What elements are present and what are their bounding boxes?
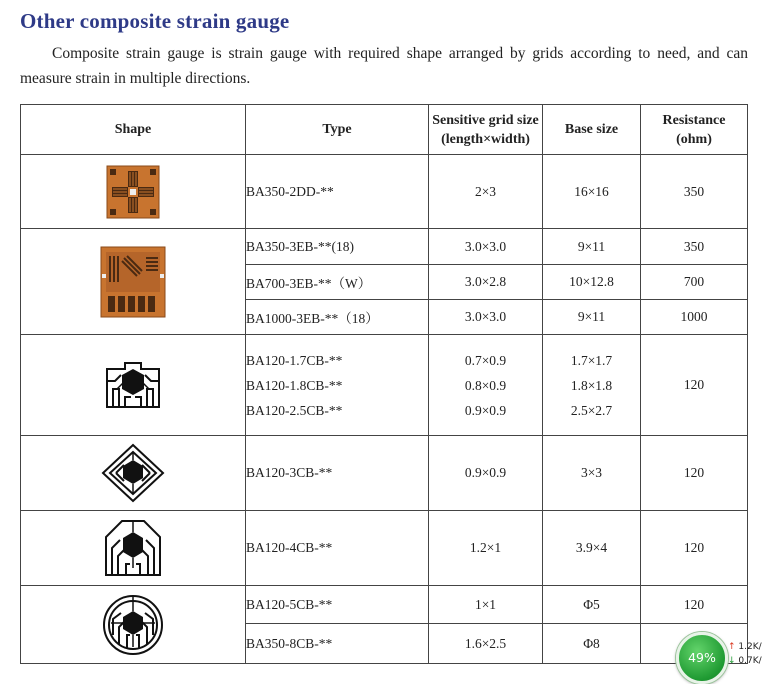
- grid-line: 0.7×0.9: [464, 352, 507, 368]
- resistance-cell: 120: [641, 511, 748, 586]
- type-cell: BA700-3EB-**（W）: [246, 265, 429, 300]
- table-row: [21, 586, 748, 624]
- upload-arrow-icon: ↑: [728, 642, 736, 652]
- cb-square-gauge-image: [103, 359, 163, 411]
- rosette-2dd-gauge-image: [106, 165, 160, 219]
- header-base-size: Base size: [543, 105, 641, 155]
- page-title: Other composite strain gauge: [20, 9, 290, 33]
- cb-octagon-gauge-image: [102, 518, 164, 578]
- header-grid-size: [429, 105, 543, 155]
- grid-size-cell: 0.9×0.9: [429, 436, 543, 511]
- resistance-cell: 350: [641, 155, 748, 229]
- download-speed: [728, 656, 762, 666]
- grid-line: 0.8×0.9: [464, 377, 507, 393]
- spec-table: [20, 104, 748, 664]
- table-row: [21, 436, 748, 511]
- type-cell: [246, 335, 429, 436]
- upload-speed: [728, 642, 762, 652]
- header-resistance-line1: Resistance: [662, 112, 726, 128]
- table-row: [21, 229, 748, 265]
- header-resistance-line2: (ohm): [676, 131, 712, 147]
- type-cell: BA120-5CB-**: [246, 586, 429, 624]
- grid-line: 0.9×0.9: [464, 402, 507, 418]
- shape-cell: [21, 436, 246, 511]
- resistance-cell: 350: [641, 229, 748, 265]
- header-grid-line1: Sensitive grid size: [432, 112, 539, 128]
- base-size-cell: [543, 335, 641, 436]
- grid-size-cell: [429, 335, 543, 436]
- grid-size-cell: 3.0×3.0: [429, 229, 543, 265]
- base-size-cell: 3.9×4: [543, 511, 641, 586]
- grid-size-cell: 3.0×3.0: [429, 300, 543, 335]
- grid-size-cell: 2×3: [429, 155, 543, 229]
- table-row: [21, 155, 748, 229]
- shape-cell: [21, 229, 246, 335]
- base-line: 1.8×1.8: [570, 377, 613, 393]
- grid-size-cell: 1×1: [429, 586, 543, 624]
- upload-speed-value: 1.2K/: [738, 642, 762, 652]
- base-size-cell: 3×3: [543, 436, 641, 511]
- resistance-cell: 120: [641, 436, 748, 511]
- base-size-cell: Φ8: [543, 624, 641, 664]
- type-cell: BA120-4CB-**: [246, 511, 429, 586]
- shape-cell: [21, 511, 246, 586]
- resistance-cell: 120: [641, 586, 748, 624]
- base-size-cell: 9×11: [543, 300, 641, 335]
- grid-size-cell: 1.6×2.5: [429, 624, 543, 664]
- base-line: 2.5×2.7: [570, 402, 613, 418]
- grid-size-cell: 3.0×2.8: [429, 265, 543, 300]
- download-arrow-icon: ↓: [728, 656, 736, 666]
- resistance-cell: 700: [641, 265, 748, 300]
- base-size-cell: Φ5: [543, 586, 641, 624]
- cb-diamond-gauge-image: [100, 442, 166, 504]
- intro-paragraph: Composite strain gauge is strain gauge with required shape arranged by grids according to need, and can measure strain in multiple directions.: [20, 45, 748, 87]
- network-speed-widget[interactable]: [672, 628, 767, 684]
- shape-cell: [21, 335, 246, 436]
- type-line: BA120-1.7CB-**: [246, 352, 343, 368]
- grid-size-cell: 1.2×1: [429, 511, 543, 586]
- table-header-row: [21, 105, 748, 155]
- download-speed-value: 0.7K/: [738, 656, 762, 666]
- type-cell: BA350-8CB-**: [246, 624, 429, 664]
- header-resistance: [641, 105, 748, 155]
- cpu-usage-badge[interactable]: 49%: [676, 632, 728, 684]
- resistance-cell: 1000: [641, 300, 748, 335]
- cb-circle-gauge-image: [101, 593, 165, 657]
- table-row: [21, 335, 748, 436]
- 3eb-gauge-image: [100, 246, 166, 318]
- type-cell: BA350-3EB-**(18): [246, 229, 429, 265]
- resistance-cell: 120: [641, 335, 748, 436]
- type-cell: BA350-2DD-**: [246, 155, 429, 229]
- base-size-cell: 16×16: [543, 155, 641, 229]
- type-line: BA120-2.5CB-**: [246, 402, 343, 418]
- type-line: BA120-1.8CB-**: [246, 377, 343, 393]
- header-grid-line2: (length×width): [441, 131, 530, 147]
- table-row: [21, 511, 748, 586]
- base-size-cell: 9×11: [543, 229, 641, 265]
- header-type: Type: [246, 105, 429, 155]
- base-line: 1.7×1.7: [570, 352, 613, 368]
- shape-cell: [21, 155, 246, 229]
- header-shape: Shape: [21, 105, 246, 155]
- type-cell: BA1000-3EB-**（18）: [246, 300, 429, 335]
- type-cell: BA120-3CB-**: [246, 436, 429, 511]
- base-size-cell: 10×12.8: [543, 265, 641, 300]
- shape-cell: [21, 586, 246, 664]
